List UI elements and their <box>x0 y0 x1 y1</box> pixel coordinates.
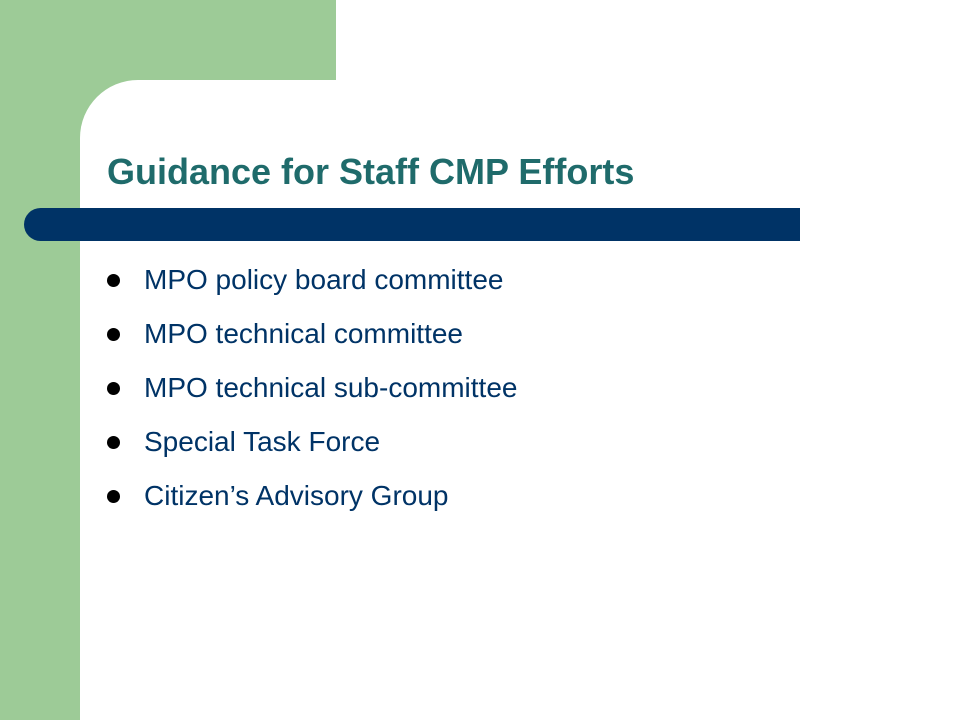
bullet-item <box>107 253 517 307</box>
bullet-item <box>107 307 517 361</box>
bullet-item <box>107 361 517 415</box>
bullet-text: Special Task Force <box>144 426 381 457</box>
bullet-text: MPO technical sub-committee <box>144 372 518 403</box>
bullet-dot-icon <box>107 490 120 503</box>
bullet-list <box>107 253 517 523</box>
slide-title: Guidance for Staff CMP Efforts <box>107 151 635 192</box>
bullet-text: Citizen’s Advisory Group <box>144 480 449 511</box>
bullet-item <box>107 469 517 523</box>
bullet-dot-icon <box>107 382 120 395</box>
bullet-dot-icon <box>107 328 120 341</box>
bullet-text: MPO technical committee <box>144 318 463 349</box>
bullet-item <box>107 415 517 469</box>
title-underline-bar <box>24 208 800 241</box>
bullet-text: MPO policy board committee <box>144 264 504 295</box>
bullet-dot-icon <box>107 274 120 287</box>
bullet-dot-icon <box>107 436 120 449</box>
